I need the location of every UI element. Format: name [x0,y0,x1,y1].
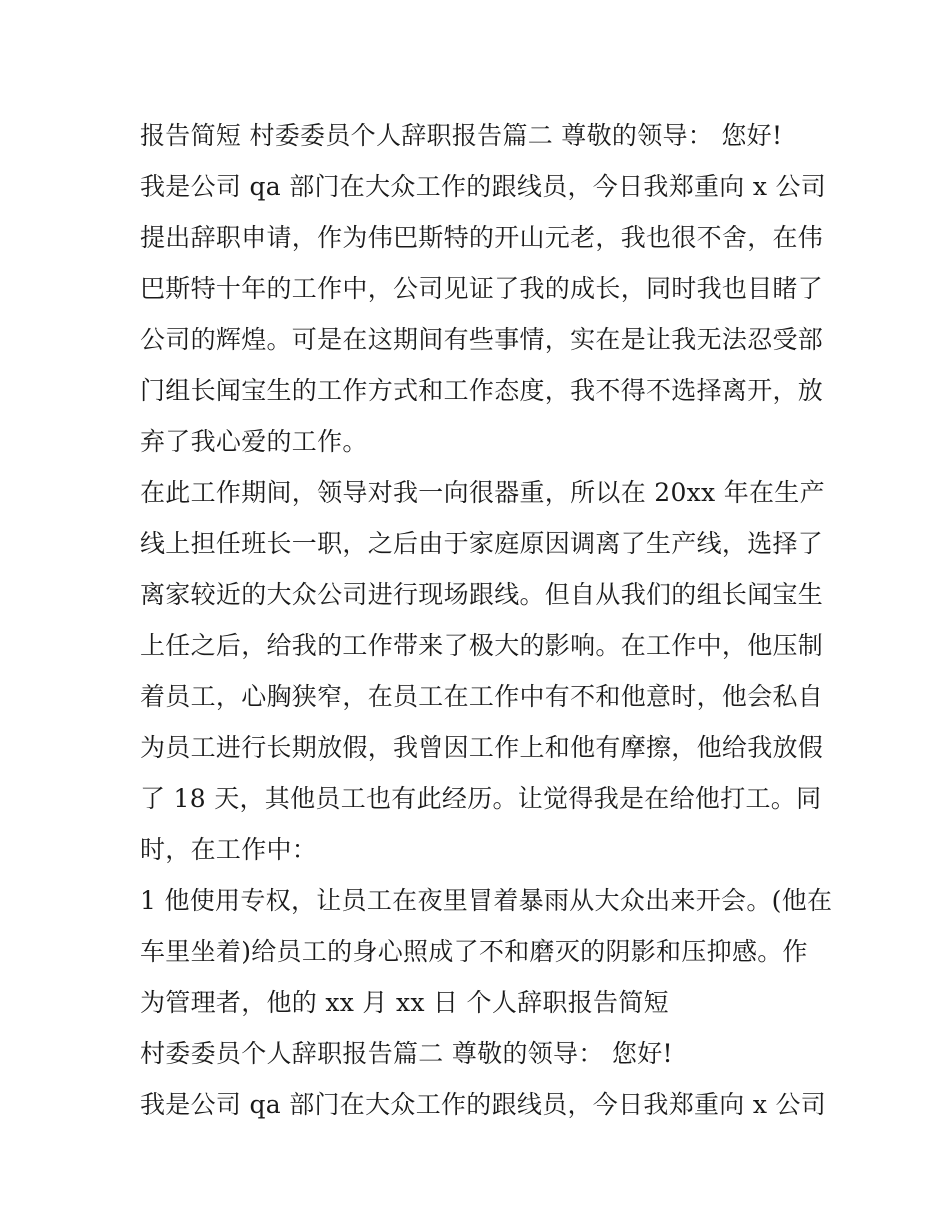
text-line: 上任之后，给我的工作带来了极大的影响。在工作中，他压制 [140,631,824,660]
text-line: 了 18 天，其他员工也有此经历。让觉得我是在给他打工。同 [140,784,822,813]
text-line: 门组长闻宝生的工作方式和工作态度，我不得不选择离开，放 [140,376,824,405]
text-line: 车里坐着)给员工的身心照成了不和磨灭的阴影和压抑感。作 [140,937,808,966]
text-line: 为管理者，他的 xx 月 xx 日 个人辞职报告简短 [140,988,669,1017]
text-line: 我是公司 qa 部门在大众工作的跟线员，今日我郑重向 x 公司 [140,172,827,201]
text-line: 村委委员个人辞职报告篇二 尊敬的领导： 您好! [140,1039,673,1068]
text-line: 1 他使用专权，让员工在夜里冒着暴雨从大众出来开会。(他在 [140,886,833,915]
text-line: 公司的辉煌。可是在这期间有些事情，实在是让我无法忍受部 [140,325,824,354]
text-line: 为员工进行长期放假，我曾因工作上和他有摩擦，他给我放假 [140,733,824,762]
text-line: 离家较近的大众公司进行现场跟线。但自从我们的组长闻宝生 [140,580,824,609]
text-line: 弃了我心爱的工作。 [140,427,368,456]
text-line: 时，在工作中： [140,835,318,864]
text-line: 巴斯特十年的工作中，公司见证了我的成长，同时我也目睹了 [140,274,824,303]
text-line: 我是公司 qa 部门在大众工作的跟线员，今日我郑重向 x 公司 [140,1090,827,1119]
text-line: 在此工作期间，领导对我一向很器重，所以在 20xx 年在生产 [140,478,825,507]
text-line: 报告简短 村委委员个人辞职报告篇二 尊敬的领导： 您好! [140,121,783,150]
document-body [140,110,833,1130]
text-line: 线上担任班长一职，之后由于家庭原因调离了生产线，选择了 [140,529,824,558]
text-line: 着员工，心胸狭窄，在员工在工作中有不和他意时，他会私自 [140,682,824,711]
text-line: 提出辞职申请，作为伟巴斯特的开山元老，我也很不舍，在伟 [140,223,824,252]
